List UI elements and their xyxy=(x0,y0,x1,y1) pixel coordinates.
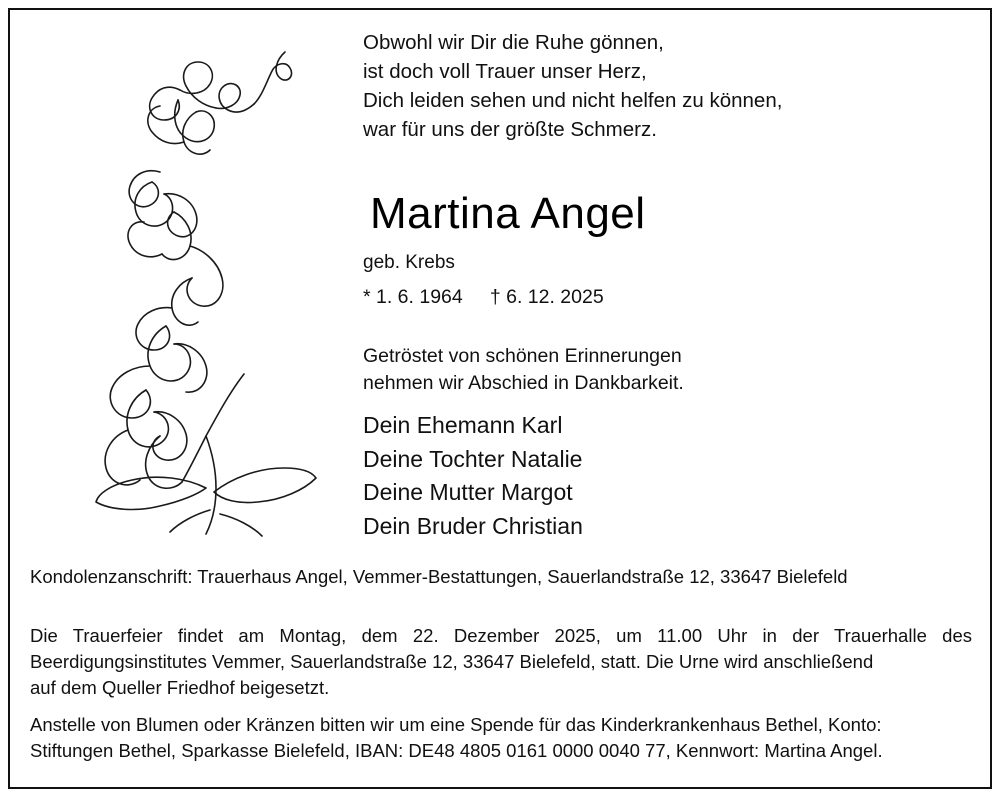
consolation-line: nehmen wir Abschied in Dankbarkeit. xyxy=(363,372,684,394)
verse-line: war für uns der größte Schmerz. xyxy=(363,118,657,141)
family-list xyxy=(363,409,923,543)
deceased-name: Martina Angel xyxy=(370,189,646,238)
family-member: Deine Mutter Margot xyxy=(363,479,573,505)
donation-paragraph xyxy=(30,712,980,764)
verse-line: Dich leiden sehen und nicht helfen zu können, xyxy=(363,89,783,112)
orchid-illustration xyxy=(40,22,330,542)
ceremony-main-text: Die Trauerfeier findet am Montag, dem 22. Dezember 2025, um 11.00 Uhr in der Trauerhalle des Beerdigungsinstitutes Vemmer, Sauerlandstraße 12, 33647 Bielefeld, statt. Die Urne wird anschließend xyxy=(30,625,972,672)
ceremony-paragraph xyxy=(30,623,972,701)
ceremony-last-line: auf dem Queller Friedhof beigesetzt. xyxy=(30,677,330,698)
consolation-block xyxy=(363,343,963,397)
deceased-maiden-name: geb. Krebs xyxy=(363,252,455,273)
verse-block xyxy=(363,28,963,144)
verse-line: ist doch voll Trauer unser Herz, xyxy=(363,60,647,83)
donation-line: Anstelle von Blumen oder Kränzen bitten wir um eine Spende für das Kinderkrankenhaus Bethel, Konto: xyxy=(30,714,882,735)
consolation-line: Getröstet von schönen Erinnerungen xyxy=(363,345,682,367)
deceased-dates: * 1. 6. 1964 † 6. 12. 2025 xyxy=(363,286,604,308)
family-member: Dein Bruder Christian xyxy=(363,512,583,539)
donation-line: Stiftungen Bethel, Sparkasse Bielefeld, IBAN: DE48 4805 0161 0000 0040 77, Kennwort: Martina Angel. xyxy=(30,740,883,761)
family-member: Deine Tochter Natalie xyxy=(363,445,583,472)
family-member: Dein Ehemann Karl xyxy=(363,412,563,438)
verse-line: Obwohl wir Dir die Ruhe gönnen, xyxy=(363,31,664,54)
condolence-address: Kondolenzanschrift: Trauerhaus Angel, Vemmer-Bestattungen, Sauerlandstraße 12, 33647 Bielefeld xyxy=(30,566,848,587)
